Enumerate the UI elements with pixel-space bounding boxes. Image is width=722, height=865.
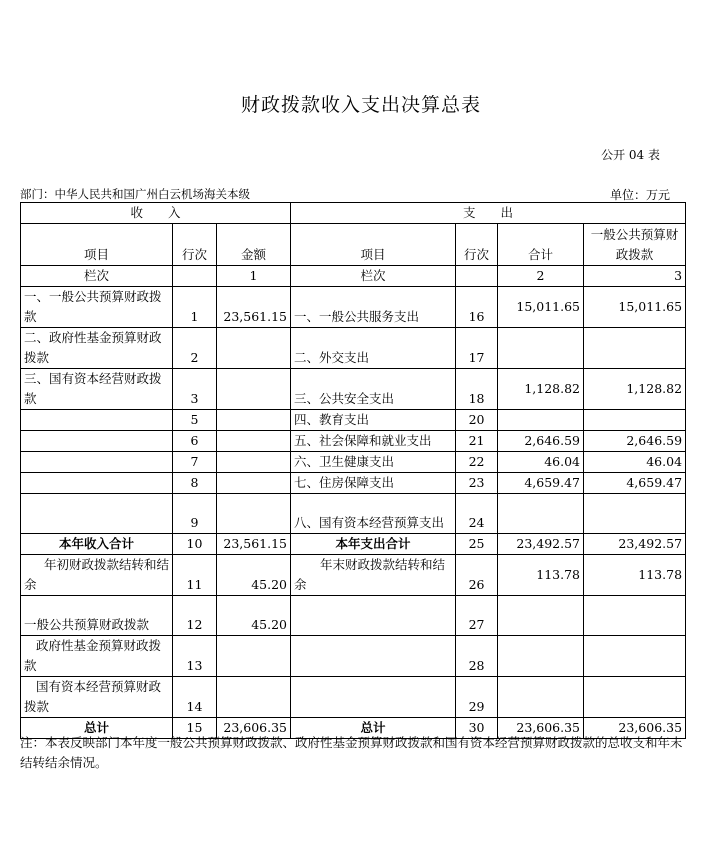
income-row-no: 13 (173, 636, 217, 677)
col-header-general-budget: 一般公共预算财政拨款 (584, 224, 686, 266)
income-item (21, 473, 173, 494)
income-row-no: 7 (173, 452, 217, 473)
income-item (21, 410, 173, 431)
expense-item (291, 636, 456, 677)
income-amount (217, 452, 291, 473)
expense-row-no: 30 (456, 718, 498, 739)
expense-total (498, 410, 584, 431)
expense-total: 4,659.47 (498, 473, 584, 494)
income-amount: 45.20 (217, 596, 291, 636)
expense-general (584, 328, 686, 369)
income-amount (217, 636, 291, 677)
unit-label: 单位：万元 (609, 188, 670, 202)
income-item-text: 年初财政拨款结转和结余 (24, 557, 170, 592)
table-row (21, 287, 686, 328)
income-item: 一般公共预算财政拨款 (21, 596, 173, 636)
income-amount (217, 494, 291, 534)
expense-general: 1,128.82 (584, 369, 686, 410)
expense-grand-total-label: 总计 (291, 718, 456, 739)
col-header-item: 项目 (21, 224, 173, 266)
report-title: 财政拨款收入支出决算总表 (240, 94, 481, 116)
income-row-no: 6 (173, 431, 217, 452)
income-amount (217, 410, 291, 431)
table-row (21, 596, 686, 636)
expense-row-no: 22 (456, 452, 498, 473)
income-amount (217, 328, 291, 369)
expense-item: 八、国有资本经营预算支出 (291, 494, 456, 534)
expense-general: 113.78 (584, 555, 686, 596)
expense-subtotal-label: 本年支出合计 (291, 534, 456, 555)
table-row (21, 555, 686, 596)
income-amount (217, 473, 291, 494)
col-header-total: 合计 (498, 224, 584, 266)
table-row (21, 534, 686, 555)
expense-item (291, 596, 456, 636)
income-row-no: 9 (173, 494, 217, 534)
income-grand-total-label: 总计 (21, 718, 173, 739)
income-row-no: 2 (173, 328, 217, 369)
income-row-no: 11 (173, 555, 217, 596)
income-item (21, 636, 173, 677)
expense-total (498, 636, 584, 677)
table-row (21, 636, 686, 677)
income-amount (217, 369, 291, 410)
expense-total: 1,128.82 (498, 369, 584, 410)
expense-item: 四、教育支出 (291, 410, 456, 431)
income-item (21, 452, 173, 473)
expense-row-no: 24 (456, 494, 498, 534)
income-item: 三、国有资本经营财政拨款 (21, 369, 173, 410)
expense-row-no: 25 (456, 534, 498, 555)
income-group-header: 收 入 (21, 203, 291, 224)
table-row (21, 431, 686, 452)
budget-table (20, 202, 686, 739)
expense-general (584, 636, 686, 677)
expense-general (584, 596, 686, 636)
expense-total: 23,492.57 (498, 534, 584, 555)
expense-item: 五、社会保障和就业支出 (291, 431, 456, 452)
income-row-no: 14 (173, 677, 217, 718)
expense-item-text: 年末财政拨款结转和结余 (294, 557, 446, 592)
empty-cell (456, 266, 498, 287)
col-header-row: 行次 (456, 224, 498, 266)
expense-row-no: 28 (456, 636, 498, 677)
table-row (21, 473, 686, 494)
expense-general: 46.04 (584, 452, 686, 473)
form-number: 公开 04 表 (601, 148, 660, 162)
lanci-3: 3 (584, 266, 686, 287)
lanci-label: 栏次 (21, 266, 173, 287)
department-label: 部门：中华人民共和国广州白云机场海关本级 (20, 187, 250, 201)
expense-item: 六、卫生健康支出 (291, 452, 456, 473)
table-row (21, 410, 686, 431)
income-row-no: 5 (173, 410, 217, 431)
table-row (21, 452, 686, 473)
expense-row-no: 26 (456, 555, 498, 596)
expense-group-header: 支 出 (291, 203, 686, 224)
income-item (21, 677, 173, 718)
expense-row-no: 29 (456, 677, 498, 718)
expense-row-no: 21 (456, 431, 498, 452)
table-row (21, 369, 686, 410)
expense-total: 23,606.35 (498, 718, 584, 739)
expense-total: 15,011.65 (498, 287, 584, 328)
expense-item: 三、公共安全支出 (291, 369, 456, 410)
expense-item: 七、住房保障支出 (291, 473, 456, 494)
col-header-item: 项目 (291, 224, 456, 266)
table-row (21, 494, 686, 534)
expense-row-no: 20 (456, 410, 498, 431)
income-amount (217, 677, 291, 718)
income-amount: 23,561.15 (217, 534, 291, 555)
income-row-no: 3 (173, 369, 217, 410)
income-row-no: 1 (173, 287, 217, 328)
expense-total (498, 494, 584, 534)
lanci-2: 2 (498, 266, 584, 287)
table-row (21, 328, 686, 369)
expense-row-no: 18 (456, 369, 498, 410)
expense-item (291, 677, 456, 718)
col-header-amount: 金额 (217, 224, 291, 266)
expense-row-no: 27 (456, 596, 498, 636)
expense-row-no: 23 (456, 473, 498, 494)
income-item: 二、政府性基金预算财政拨款 (21, 328, 173, 369)
expense-item: 二、外交支出 (291, 328, 456, 369)
income-row-no: 12 (173, 596, 217, 636)
income-subtotal-label: 本年收入合计 (21, 534, 173, 555)
expense-total: 46.04 (498, 452, 584, 473)
income-item: 一、一般公共预算财政拨款 (21, 287, 173, 328)
expense-general: 4,659.47 (584, 473, 686, 494)
expense-total (498, 328, 584, 369)
table-row (21, 677, 686, 718)
col-header-row: 行次 (173, 224, 217, 266)
income-item-text: 国有资本经营预算财政拨款 (24, 679, 162, 714)
expense-item: 一、一般公共服务支出 (291, 287, 456, 328)
lanci-label: 栏次 (291, 266, 456, 287)
expense-general (584, 494, 686, 534)
empty-cell (173, 266, 217, 287)
income-row-no: 8 (173, 473, 217, 494)
income-amount (217, 431, 291, 452)
expense-total: 113.78 (498, 555, 584, 596)
expense-general: 23,606.35 (584, 718, 686, 739)
expense-row-no: 17 (456, 328, 498, 369)
expense-row-no: 16 (456, 287, 498, 328)
income-amount: 23,606.35 (217, 718, 291, 739)
expense-general: 23,492.57 (584, 534, 686, 555)
expense-total: 2,646.59 (498, 431, 584, 452)
expense-total (498, 596, 584, 636)
income-item-text: 政府性基金预算财政拨款 (24, 638, 162, 673)
expense-item (291, 555, 456, 596)
income-row-no: 15 (173, 718, 217, 739)
expense-general: 15,011.65 (584, 287, 686, 328)
expense-total (498, 677, 584, 718)
expense-general: 2,646.59 (584, 431, 686, 452)
expense-general (584, 677, 686, 718)
income-item (21, 555, 173, 596)
income-amount: 45.20 (217, 555, 291, 596)
table-note: 注：本表反映部门本年度一般公共预算财政拨款、政府性基金预算财政拨款和国有资本经营预算财政拨款的总收支和年末结转结余情况。 (20, 735, 683, 770)
income-row-no: 10 (173, 534, 217, 555)
expense-general (584, 410, 686, 431)
income-amount: 23,561.15 (217, 287, 291, 328)
lanci-1: 1 (217, 266, 291, 287)
income-item (21, 494, 173, 534)
income-item (21, 431, 173, 452)
